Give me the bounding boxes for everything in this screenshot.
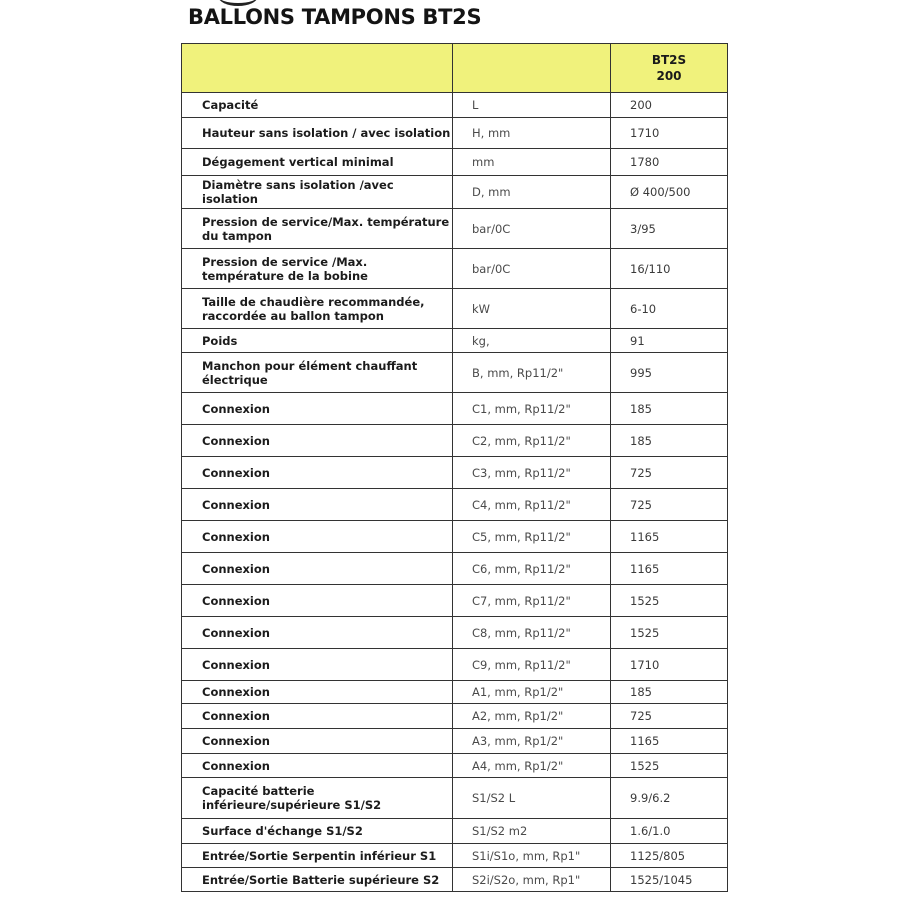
- row-unit: C4, mm, Rp11/2": [453, 489, 611, 521]
- row-label: Connexion: [182, 553, 453, 585]
- row-unit: S1/S2 m2: [453, 819, 611, 844]
- row-value: 91: [611, 329, 728, 353]
- row-label: Connexion: [182, 489, 453, 521]
- row-unit: A4, mm, Rp1/2": [453, 754, 611, 778]
- table-row: [182, 729, 728, 754]
- table-row: [182, 553, 728, 585]
- row-unit: C3, mm, Rp11/2": [453, 457, 611, 489]
- row-label: Hauteur sans isolation / avec isolation: [182, 118, 453, 149]
- row-unit: C6, mm, Rp11/2": [453, 553, 611, 585]
- row-value: 1165: [611, 729, 728, 754]
- row-value: 1.6/1.0: [611, 819, 728, 844]
- row-value: 200: [611, 93, 728, 118]
- row-value: 725: [611, 704, 728, 729]
- row-unit: C7, mm, Rp11/2": [453, 585, 611, 617]
- row-label: Diamètre sans isolation /avec isolation: [182, 176, 453, 209]
- row-label: Manchon pour élément chauffant électrique: [182, 353, 453, 393]
- row-label: Entrée/Sortie Serpentin inférieur S1: [182, 844, 453, 868]
- row-value: 185: [611, 681, 728, 704]
- row-value: 725: [611, 457, 728, 489]
- row-value: 1710: [611, 649, 728, 681]
- row-value: 1780: [611, 149, 728, 176]
- table-row: [182, 249, 728, 289]
- row-value: 995: [611, 353, 728, 393]
- document-title: BALLONS TAMPONS BT2S: [188, 5, 482, 29]
- row-label: Connexion: [182, 393, 453, 425]
- table-row: [182, 353, 728, 393]
- table-row: [182, 149, 728, 176]
- row-label: Taille de chaudière recommandée, raccordée au ballon tampon: [182, 289, 453, 329]
- table-row: [182, 868, 728, 892]
- row-value: 1710: [611, 118, 728, 149]
- row-value: 725: [611, 489, 728, 521]
- row-label: Pression de service /Max. température de la bobine: [182, 249, 453, 289]
- table-row: [182, 521, 728, 553]
- table-row: [182, 649, 728, 681]
- header-unit-cell: [453, 44, 611, 93]
- row-label: Connexion: [182, 729, 453, 754]
- table-header-row: [182, 44, 728, 93]
- row-label: Entrée/Sortie Batterie supérieure S2: [182, 868, 453, 892]
- row-value: 1165: [611, 521, 728, 553]
- row-value: 1165: [611, 553, 728, 585]
- row-value: 3/95: [611, 209, 728, 249]
- row-unit: C1, mm, Rp11/2": [453, 393, 611, 425]
- header-label-cell: [182, 44, 453, 93]
- row-label: Capacité batterie inférieure/supérieure S1/S2: [182, 778, 453, 819]
- table-row: [182, 585, 728, 617]
- table-row: [182, 681, 728, 704]
- header-model-cell: [611, 44, 728, 93]
- row-unit: mm: [453, 149, 611, 176]
- table-row: [182, 393, 728, 425]
- row-unit: A2, mm, Rp1/2": [453, 704, 611, 729]
- table-row: [182, 93, 728, 118]
- row-label: Connexion: [182, 425, 453, 457]
- row-unit: C9, mm, Rp11/2": [453, 649, 611, 681]
- row-value: 1525: [611, 617, 728, 649]
- row-label: Dégagement vertical minimal: [182, 149, 453, 176]
- row-label: Connexion: [182, 681, 453, 704]
- row-label: Connexion: [182, 649, 453, 681]
- row-value: 185: [611, 393, 728, 425]
- row-value: 185: [611, 425, 728, 457]
- row-unit: S2i/S2o, mm, Rp1": [453, 868, 611, 892]
- table-row: [182, 844, 728, 868]
- row-unit: D, mm: [453, 176, 611, 209]
- model-size: 200: [656, 69, 682, 83]
- row-label: Connexion: [182, 704, 453, 729]
- row-label: Connexion: [182, 457, 453, 489]
- table-row: [182, 289, 728, 329]
- row-label: Connexion: [182, 754, 453, 778]
- row-label: Pression de service/Max. température du tampon: [182, 209, 453, 249]
- table-row: [182, 209, 728, 249]
- row-unit: C2, mm, Rp11/2": [453, 425, 611, 457]
- row-unit: S1/S2 L: [453, 778, 611, 819]
- row-unit: A3, mm, Rp1/2": [453, 729, 611, 754]
- spec-table: [181, 43, 728, 892]
- row-unit: C8, mm, Rp11/2": [453, 617, 611, 649]
- row-unit: bar/0C: [453, 209, 611, 249]
- table-row: [182, 778, 728, 819]
- row-unit: C5, mm, Rp11/2": [453, 521, 611, 553]
- row-value: 1525: [611, 754, 728, 778]
- row-unit: bar/0C: [453, 249, 611, 289]
- table-row: [182, 704, 728, 729]
- row-value: 9.9/6.2: [611, 778, 728, 819]
- table-row: [182, 489, 728, 521]
- row-label: Capacité: [182, 93, 453, 118]
- table-row: [182, 118, 728, 149]
- row-unit: H, mm: [453, 118, 611, 149]
- row-value: Ø 400/500: [611, 176, 728, 209]
- row-value: 1525: [611, 585, 728, 617]
- table-row: [182, 819, 728, 844]
- row-unit: kg,: [453, 329, 611, 353]
- row-unit: B, mm, Rp11/2": [453, 353, 611, 393]
- row-value: 16/110: [611, 249, 728, 289]
- table-row: [182, 176, 728, 209]
- table-row: [182, 425, 728, 457]
- row-value: 1525/1045: [611, 868, 728, 892]
- model-name: BT2S: [651, 53, 687, 67]
- row-label: Connexion: [182, 617, 453, 649]
- row-label: Poids: [182, 329, 453, 353]
- table-row: [182, 617, 728, 649]
- row-unit: A1, mm, Rp1/2": [453, 681, 611, 704]
- row-label: Connexion: [182, 521, 453, 553]
- table-row: [182, 457, 728, 489]
- row-value: 1125/805: [611, 844, 728, 868]
- row-unit: S1i/S1o, mm, Rp1": [453, 844, 611, 868]
- table-row: [182, 329, 728, 353]
- row-label: Surface d'échange S1/S2: [182, 819, 453, 844]
- row-unit: L: [453, 93, 611, 118]
- row-value: 6-10: [611, 289, 728, 329]
- row-label: Connexion: [182, 585, 453, 617]
- table-row: [182, 754, 728, 778]
- row-unit: kW: [453, 289, 611, 329]
